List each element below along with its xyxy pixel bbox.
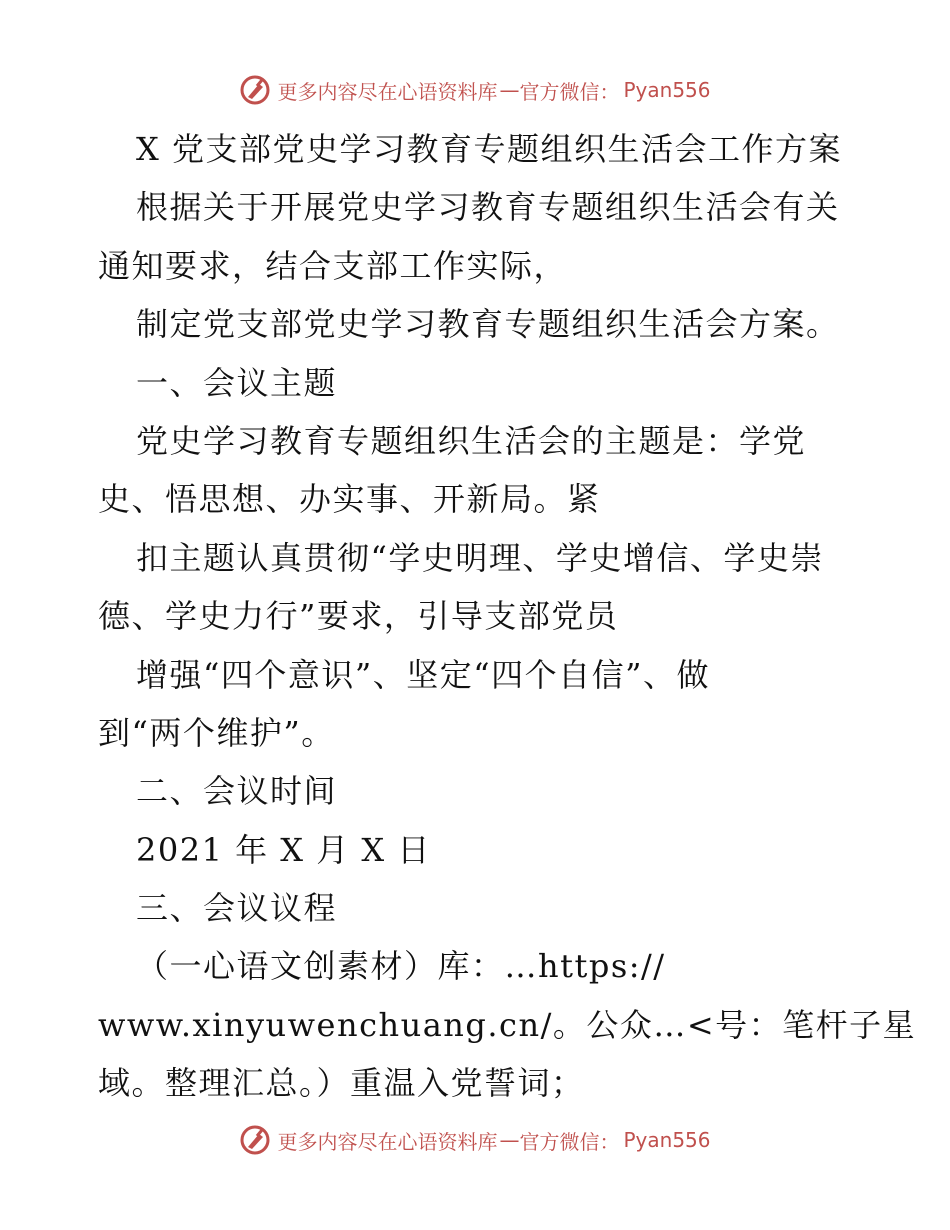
banner-account: Pyan556 — [623, 1128, 711, 1152]
paragraph-line: 党史学习教育专题组织生活会的主题是：学党 — [136, 421, 807, 460]
banner-text: 更多内容尽在心语资料库 — [277, 79, 498, 104]
paragraph-line: 到“两个维护”。 — [98, 713, 335, 752]
pen-nib-circle-icon — [239, 74, 271, 106]
banner-suffix: 官方微信： — [519, 1129, 620, 1154]
paragraph-line: 域。整理汇总。）重温入党誓词； — [98, 1064, 585, 1103]
footer-watermark-banner — [0, 1120, 950, 1160]
meeting-date: 2021 年 X 月 X 日 — [136, 830, 431, 869]
paragraph-line: 根据关于开展党史学习教育专题组织生活会有关 — [136, 188, 840, 227]
paragraph-line: （一心语文创素材）库：…https:// — [136, 947, 666, 986]
document-title: X 党支部党史学习教育专题组织生活会工作方案 — [136, 130, 842, 168]
header-watermark-banner — [0, 70, 950, 110]
paragraph-line: www.xinyuwenchuang.cn/。公众…<号：笔杆子星 — [98, 1005, 917, 1044]
banner-separator: — — [499, 1128, 520, 1152]
paragraph-line: 扣主题认真贯彻“学史明理、学史增信、学史崇 — [136, 538, 824, 577]
banner-account: Pyan556 — [623, 78, 711, 102]
section-heading: 三、会议议程 — [136, 889, 338, 928]
banner-separator: — — [499, 78, 520, 102]
paragraph-line: 制定党支部党史学习教育专题组织生活会方案。 — [136, 305, 840, 344]
section-heading: 一、会议主题 — [136, 363, 338, 402]
section-heading: 二、会议时间 — [136, 772, 338, 811]
pen-nib-circle-icon — [239, 1124, 271, 1156]
banner-text: 更多内容尽在心语资料库 — [277, 1129, 498, 1154]
banner-suffix: 官方微信： — [519, 79, 620, 104]
paragraph-line: 德、学史力行”要求，引导支部党员 — [98, 597, 619, 636]
document-body — [98, 120, 917, 1113]
paragraph-line: 增强“四个意识”、坚定“四个自信”、做 — [136, 655, 710, 694]
paragraph-line: 史、悟思想、办实事、开新局。紧 — [98, 480, 601, 519]
paragraph-line: 通知要求，结合支部工作实际， — [98, 246, 568, 285]
